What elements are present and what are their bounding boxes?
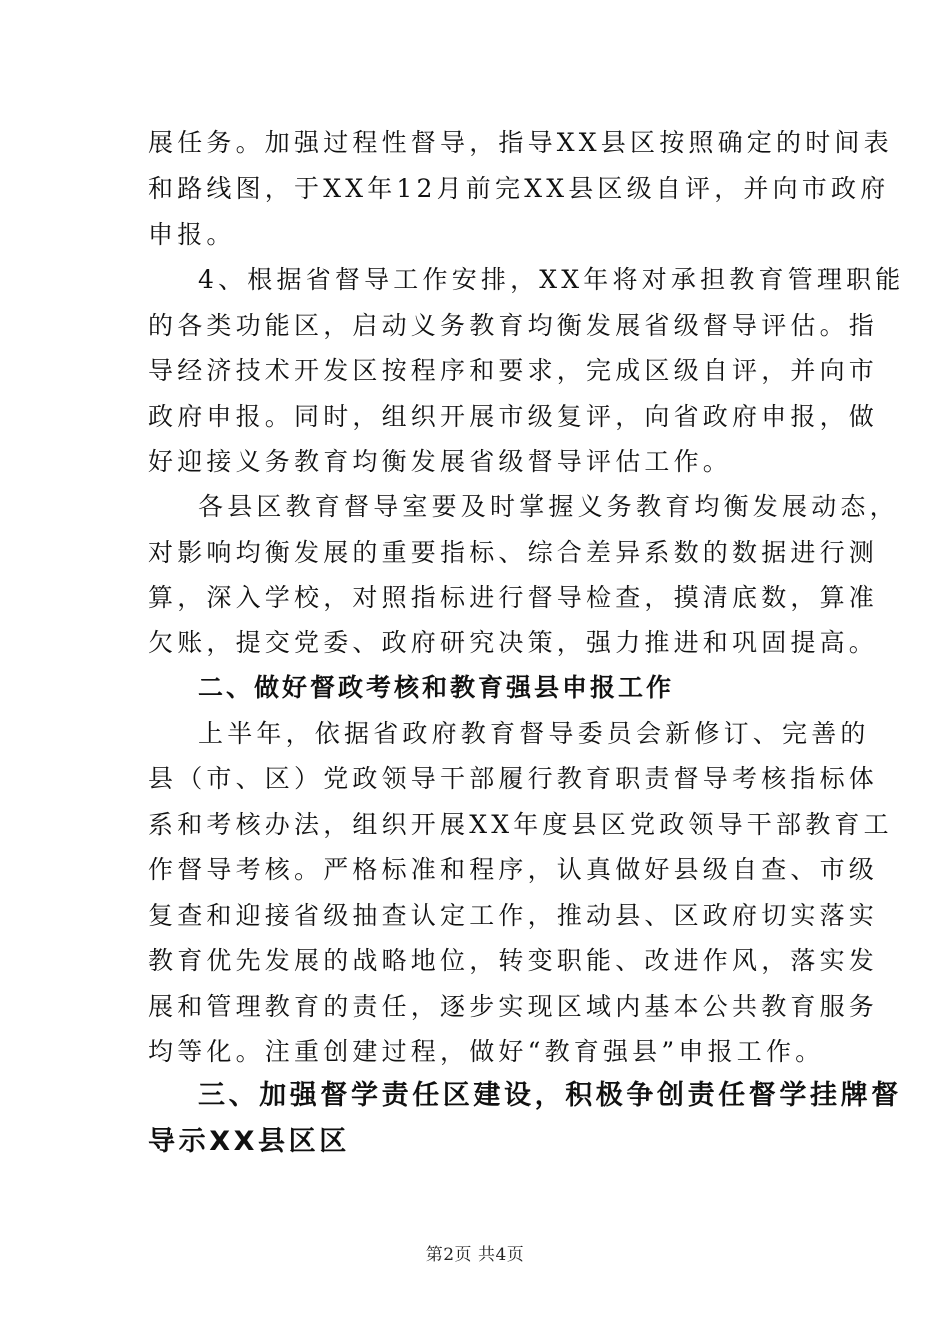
body-text-line: 的各类功能区，启动义务教育均衡发展省级督导评估。指 <box>148 311 879 340</box>
body-text-line: 好迎接义务教育均衡发展省级督导评估工作。 <box>148 447 733 476</box>
body-text-line: 对影响均衡发展的重要指标、综合差异系数的数据进行测 <box>148 538 879 567</box>
body-text-line: 展任务。加强过程性督导，指导XX县区按照确定的时间表 <box>148 128 893 157</box>
body-text-line: 系和考核办法，组织开展XX年度县区党政领导干部教育工 <box>148 810 893 839</box>
body-text-line: 算，深入学校，对照指标进行督导检查，摸清底数，算准 <box>148 583 879 612</box>
body-text-line: 导经济技术开发区按程序和要求，完成区级自评，并向市 <box>148 356 879 385</box>
body-text-line: 政府申报。同时，组织开展市级复评，向省政府申报，做 <box>148 402 879 431</box>
body-text-line: 均等化。注重创建过程，做好“教育强县”申报工作。 <box>148 1037 825 1066</box>
body-text-line: 复查和迎接省级抽查认定工作，推动县、区政府切实落实 <box>148 901 879 930</box>
page-number-footer: 第2页 共4页 <box>425 1245 525 1265</box>
section-heading-continued: 导示XX县区区 <box>148 1126 350 1157</box>
section-heading: 三、加强督学责任区建设，积极争创责任督学挂牌督 <box>198 1080 902 1111</box>
body-text-line: 作督导考核。严格标准和程序，认真做好县级自查、市级 <box>148 855 879 884</box>
body-text-line: 4、根据省督导工作安排，XX年将对承担教育管理职能 <box>198 265 905 294</box>
body-text-line: 欠账，提交党委、政府研究决策，强力推进和巩固提高。 <box>148 628 879 657</box>
body-text-line: 县（市、区）党政领导干部履行教育职责督导考核指标体 <box>148 764 879 793</box>
body-text-line: 和路线图，于XX年12月前完XX县区级自评，并向市政府 <box>148 174 890 203</box>
body-text-line: 上半年，依据省政府教育督导委员会新修订、完善的 <box>198 719 870 748</box>
body-text-line: 申报。 <box>148 220 236 249</box>
section-heading: 二、做好督政考核和教育强县申报工作 <box>198 673 675 702</box>
body-text-line: 展和管理教育的责任，逐步实现区域内基本公共教育服务 <box>148 992 879 1021</box>
body-text-line: 教育优先发展的战略地位，转变职能、改进作风，落实发 <box>148 946 879 975</box>
body-text-line: 各县区教育督导室要及时掌握义务教育均衡发展动态， <box>198 492 899 521</box>
